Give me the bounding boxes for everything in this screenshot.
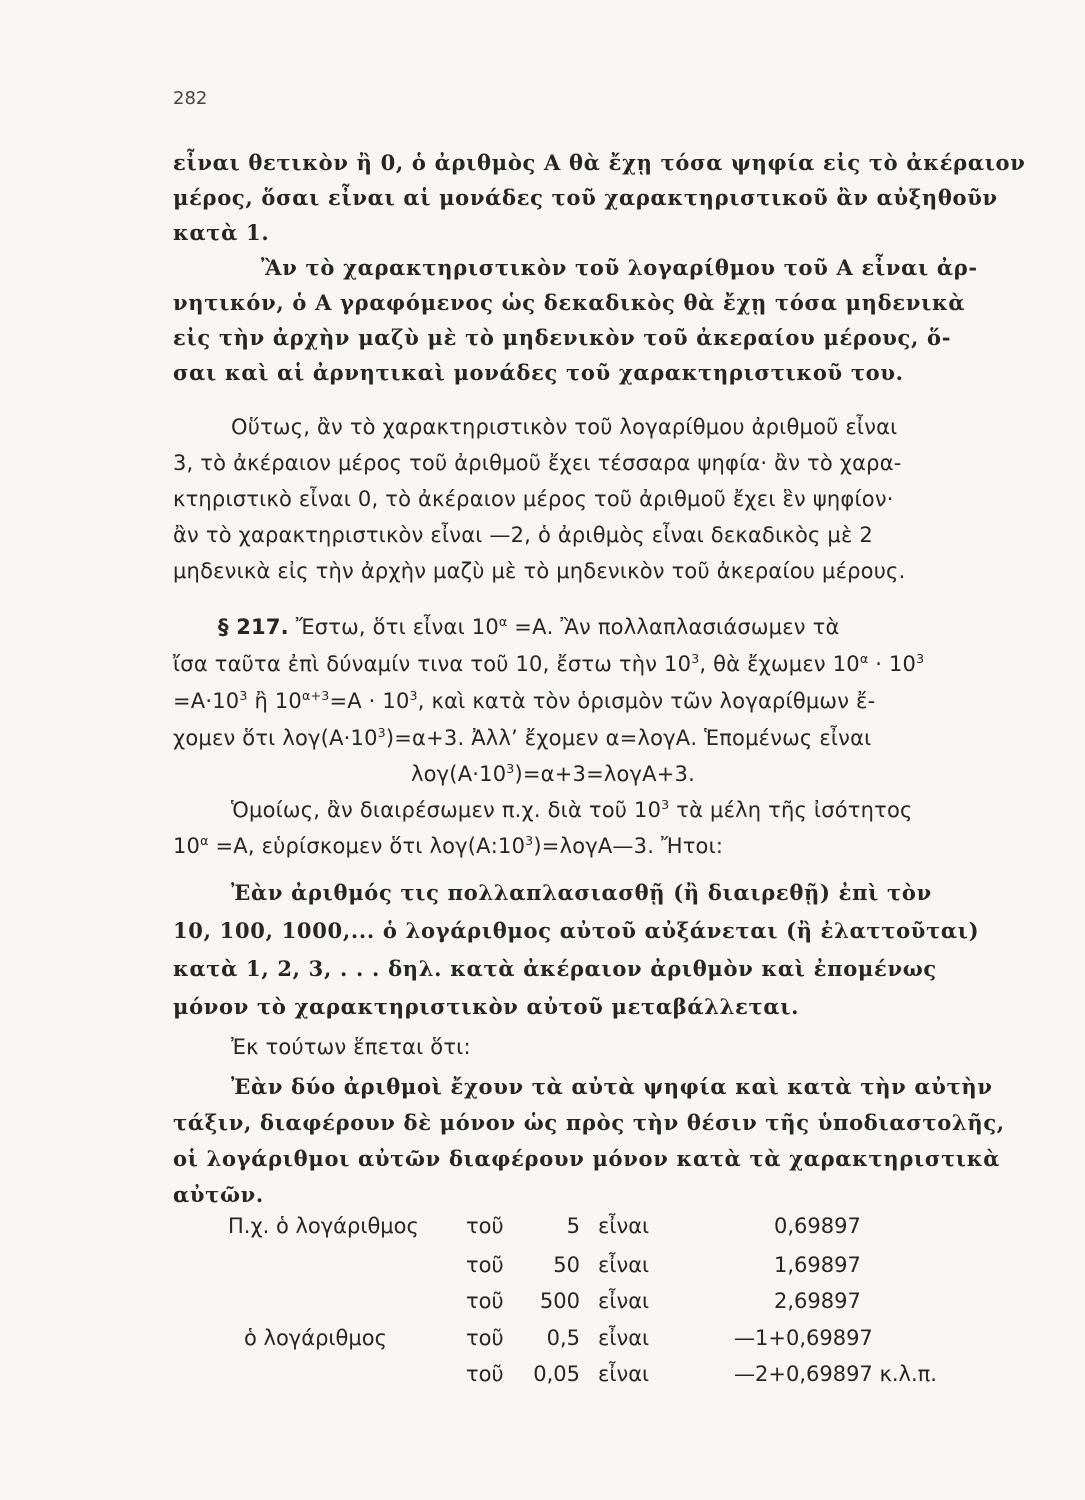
text-line: Ἐὰν δύο ἀριθμοὶ ἔχουν τὰ αὐτὰ ψηφία καὶ κατὰ τὴν αὐτὴν (231, 1074, 993, 1099)
text-line: $=A\cdot 10^3$ ἢ $10^{\alpha+3}=A \cdot 10^3$, καὶ κατὰ τὸν ὁρισμὸν τῶν λογαρίθμων ἔ- (173, 688, 876, 713)
text-line: Ἂν τὸ χαρακτηριστικὸν τοῦ λογαρίθμου τοῦ Α εἶναι ἀρ- (261, 255, 978, 280)
text-line: μηδενικὰ εἰς τὴν ἀρχὴν μαζὺ μὲ τὸ μηδενικὸν τοῦ ἀκεραίου μέρους. (173, 559, 906, 583)
text-line: εἰς τὴν ἀρχὴν μαζὺ μὲ τὸ μηδενικὸν τοῦ ἀκεραίου μέρους, ὅ- (173, 325, 952, 350)
text-line: σαι καὶ αἱ ἀρνητικαὶ μονάδες τοῦ χαρακτηριστικοῦ του. (173, 360, 904, 385)
text-line: τάξιν, διαφέρουν δὲ μόνον ὡς πρὸς τὴν θέσιν τῆς ὑποδιαστολῆς, (173, 1110, 1005, 1135)
text-line: ἴσα ταῦτα ἐπὶ δύναμίν τινα τοῦ 10, ἔστω τὴν $10^3$, θὰ ἔχωμεν $10^\alpha \cdot 10^3$ (173, 651, 925, 676)
page-number: 282 (173, 88, 208, 109)
text-line: μέρος, ὅσαι εἶναι αἱ μονάδες τοῦ χαρακτηριστικοῦ ἂν αὐξηθοῦν (173, 185, 998, 210)
text-line: χομεν ὅτι $\lambda o\gamma(A\cdot 10^3)=\alpha+3$. Ἀλλ’ ἔχομεν α=λογΑ. Ἑπομένως εἶναι (173, 725, 872, 750)
text-line: Ἐὰν ἀριθμός τις πολλαπλασιασθῇ (ἢ διαιρεθῇ) ἐπὶ τὸν (231, 880, 932, 905)
text-line: ἂν τὸ χαρακτηριστικὸν εἶναι —2, ὁ ἀριθμὸς εἶναι δεκαδικὸς μὲ 2 (173, 523, 873, 547)
text-line: § 217. Ἔστω, ὅτι εἶναι $10^\alpha =A$. Ἂν πολλαπλασιάσωμεν τὰ (218, 614, 840, 639)
text-line: Οὕτως, ἂν τὸ χαρακτηριστικὸν τοῦ λογαρίθμου ἀριθμοῦ εἶναι (231, 415, 898, 439)
text-line: 3, τὸ ἀκέραιον μέρος τοῦ ἀριθμοῦ ἔχει τέσσαρα ψηφία· ἂν τὸ χαρα- (173, 451, 902, 475)
section-number: § 217. (218, 615, 289, 639)
text-line: νητικόν, ὁ Α γραφόμενος ὡς δεκαδικὸς θὰ ἔχῃ τόσα μηδενικὰ (173, 290, 966, 315)
transition-line: Ἐκ τούτων ἕπεται ὅτι: (231, 1035, 471, 1059)
text-line: 10, 100, 1000,... ὁ λογάριθμος αὐτοῦ αὐξάνεται (ἢ ἐλαττοῦται) (173, 918, 980, 943)
text-line: κατὰ 1. (173, 220, 270, 245)
text-line: Ὁμοίως, ἂν διαιρέσωμεν π.χ. διὰ τοῦ $10^3$ τὰ μέλη τῆς ἰσότητος (231, 797, 913, 822)
text-line: μόνον τὸ χαρακτηριστικὸν αὐτοῦ μεταβάλλεται. (173, 994, 800, 1019)
text-line: κατὰ 1, 2, 3, . . . δηλ. κατὰ ἀκέραιον ἀριθμὸν καὶ ἐπομένως (173, 956, 937, 981)
text-line: αὐτῶν. (173, 1182, 264, 1207)
text-line: $10^\alpha =A$, εὑρίσκομεν ὅτι $\lambda o\gamma(A:10^3)=\lambda o\gamma A—3$. Ἤτοι: (173, 833, 724, 858)
centered-equation: $\lambda o\gamma(A\cdot 10^3)=\alpha+3=\lambda o\gamma A+3$. (411, 761, 695, 786)
text-line: εἶναι θετικὸν ἢ 0, ὁ ἀριθμὸς Α θὰ ἔχῃ τόσα ψηφία εἰς τὸ ἀκέραιον (173, 150, 1026, 175)
text-line: οἱ λογάριθμοι αὐτῶν διαφέρουν μόνον κατὰ τὰ χαρακτηριστικὰ (173, 1146, 1001, 1171)
text-line: κτηριστικὸ εἶναι 0, τὸ ἀκέραιον μέρος τοῦ ἀριθμοῦ ἔχει ἓν ψηφίον· (173, 487, 894, 511)
